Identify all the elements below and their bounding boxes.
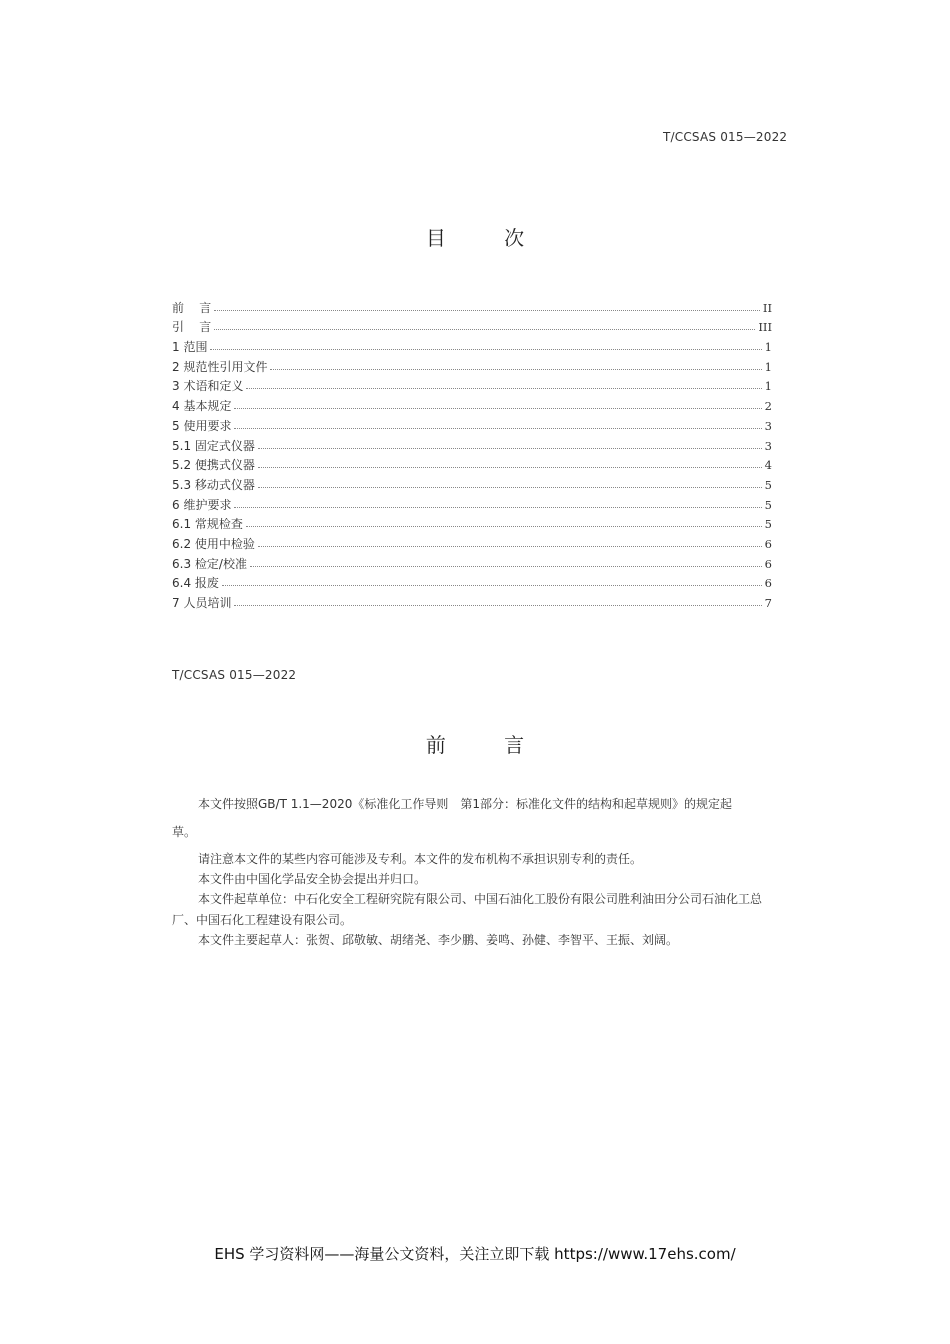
toc-entry[interactable] [172,315,772,335]
toc-entry-page: III [758,320,772,335]
toc-entry-label: 7 人员培训 [172,596,232,610]
toc-entry-page: 6 [764,556,772,571]
toc-leader-dots [234,427,761,429]
toc-entry-page: 1 [764,340,772,355]
table-of-contents [172,295,772,610]
toc-leader-dots [250,565,762,567]
toc-leader-dots [258,466,762,468]
toc-entry-label: 3 术语和定义 [172,379,244,394]
foreword-title: 前 言 [425,733,551,757]
toc-entry-label: 引 言 [172,320,212,335]
toc-entry-page: 6 [764,536,772,551]
toc-entry-page: 5 [764,477,772,492]
doc-code-second-page: T/CCSAS 015—2022 [172,668,297,682]
toc-title: 目 次 [425,226,551,250]
toc-entry-page: 1 [764,379,772,394]
toc-entry[interactable] [172,492,772,512]
toc-entry-label: 6.2 使用中检验 [172,536,255,551]
toc-entry-label: 6.4 报废 [172,576,219,591]
toc-leader-dots [246,525,762,527]
toc-leader-dots [258,447,762,449]
toc-leader-dots [234,604,761,606]
toc-entry-page: 7 [764,596,772,610]
toc-entry[interactable] [172,374,772,394]
toc-entry-label: 5 使用要求 [172,418,232,433]
toc-entry-page: 5 [764,517,772,532]
toc-entry-label: 前 言 [172,300,212,315]
toc-entry[interactable] [172,590,772,610]
toc-entry[interactable] [172,531,772,551]
toc-leader-dots [234,407,761,409]
toc-entry-label: 5.3 移动式仪器 [172,477,255,492]
toc-entry[interactable] [172,295,772,315]
toc-leader-dots [234,506,761,508]
toc-entry-page: 1 [764,359,772,374]
toc-entry[interactable] [172,551,772,571]
foreword-paragraph-1: 本文件按照GB/T 1.1—2020《标准化工作导则 第1部分：标准化文件的结构和起草规则》的规定起 [198,797,732,811]
foreword-paragraph-patent: 请注意本文件的某些内容可能涉及专利。本文件的发布机构不承担识别专利的责任。 [198,852,643,866]
toc-entry-label: 5.2 便携式仪器 [172,458,255,473]
toc-entry-page: 3 [764,418,772,433]
toc-leader-dots [258,486,762,488]
toc-leader-dots [222,584,762,586]
toc-entry-label: 6 维护要求 [172,497,232,512]
foreword-paragraph-1-cont: 草。 [172,825,197,839]
toc-entry[interactable] [172,571,772,591]
toc-entry[interactable] [172,453,772,473]
toc-entry[interactable] [172,472,772,492]
toc-leader-dots [270,368,761,370]
doc-code-top: T/CCSAS 015—2022 [663,130,788,144]
toc-entry-page: 6 [764,576,772,591]
toc-entry-label: 6.3 检定/校准 [172,556,247,571]
toc-entry-label: 6.1 常规检查 [172,517,243,532]
toc-entry-label: 5.1 固定式仪器 [172,438,255,453]
toc-entry[interactable] [172,512,772,532]
toc-leader-dots [214,309,760,311]
toc-entry-label: 4 基本规定 [172,399,232,414]
foreword-paragraph-drafters: 本文件主要起草人：张贺、邱敬敏、胡绪尧、李少鹏、姜鸣、孙健、李智平、王振、刘阔。 [198,933,679,947]
toc-entry[interactable] [172,413,772,433]
toc-entry[interactable] [172,393,772,413]
toc-entry[interactable] [172,354,772,374]
toc-entry[interactable] [172,433,772,453]
toc-entry-page: 2 [764,399,772,414]
toc-entry[interactable] [172,334,772,354]
toc-entry-page: II [762,300,772,315]
toc-entry-page: 4 [764,458,772,473]
foreword-paragraph-proposer: 本文件由中国化学品安全协会提出并归口。 [198,872,427,886]
toc-leader-dots [258,545,762,547]
toc-leader-dots [246,387,761,389]
footer-banner: EHS 学习资料网——海量公文资料，关注立即下载 https://www.17ehs.com/ [214,1245,736,1263]
toc-entry-label: 1 范围 [172,340,208,355]
toc-leader-dots [210,348,761,350]
toc-entry-page: 3 [764,438,772,453]
toc-entry-label: 2 规范性引用文件 [172,359,268,374]
toc-leader-dots [214,328,755,330]
toc-entry-page: 5 [764,497,772,512]
foreword-paragraph-drafting-units: 本文件起草单位：中石化安全工程研究院有限公司、中国石油化工股份有限公司胜利油田分公司石油化工总厂、中国石化工程建设有限公司。 [172,892,763,927]
